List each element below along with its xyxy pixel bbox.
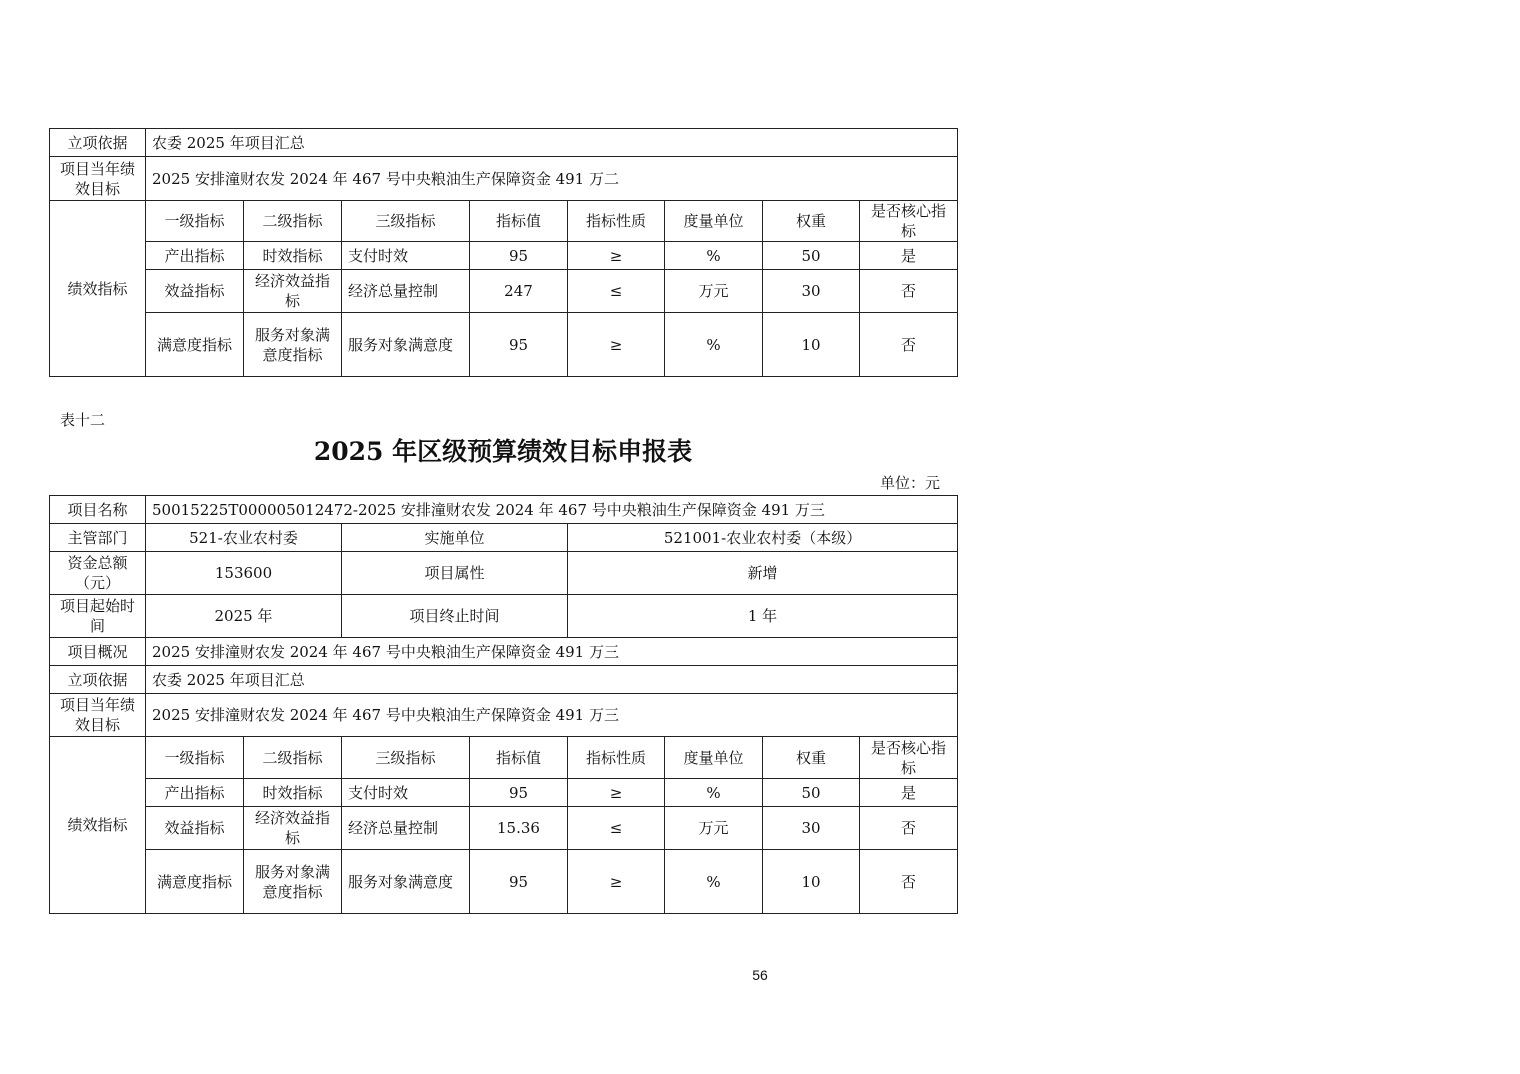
header-cell: 指标值 <box>470 201 568 242</box>
cell: 服务对象满意度指标 <box>244 850 342 914</box>
header-cell: 二级指标 <box>244 737 342 779</box>
header-cell: 二级指标 <box>244 201 342 242</box>
header-cell: 指标值 <box>470 737 568 779</box>
start-label: 项目起始时间 <box>50 595 146 638</box>
cell: 产出指标 <box>146 779 244 807</box>
cell: 时效指标 <box>244 242 342 270</box>
budget-performance-table <box>49 495 958 914</box>
header-cell: 度量单位 <box>665 201 763 242</box>
cell: ≥ <box>568 779 665 807</box>
prev-performance-table <box>49 128 958 377</box>
cell: 服务对象满意度 <box>342 850 470 914</box>
attr-label: 项目属性 <box>342 552 568 595</box>
cell: 95 <box>470 313 568 377</box>
cell: 15.36 <box>470 807 568 850</box>
impl-value: 521001-农业农村委（本级） <box>568 524 958 552</box>
cell: 产出指标 <box>146 242 244 270</box>
perf-label: 绩效指标 <box>50 201 146 377</box>
end-label: 项目终止时间 <box>342 595 568 638</box>
perf-label: 绩效指标 <box>50 737 146 914</box>
goal-label: 项目当年绩效目标 <box>50 694 146 737</box>
cell: 50 <box>763 242 860 270</box>
cell: ≤ <box>568 807 665 850</box>
cell: 满意度指标 <box>146 850 244 914</box>
header-cell: 指标性质 <box>568 737 665 779</box>
cell: 否 <box>860 807 958 850</box>
cell: 95 <box>470 242 568 270</box>
overview-label: 项目概况 <box>50 638 146 666</box>
basis-value: 农委 2025 年项目汇总 <box>146 129 958 157</box>
cell: % <box>665 242 763 270</box>
header-cell: 是否核心指标 <box>860 201 958 242</box>
goal-label: 项目当年绩效目标 <box>50 157 146 201</box>
cell: 50 <box>763 779 860 807</box>
header-cell: 一级指标 <box>146 201 244 242</box>
header-cell: 权重 <box>763 737 860 779</box>
cell: 经济总量控制 <box>342 270 470 313</box>
header-cell: 指标性质 <box>568 201 665 242</box>
project-name-value: 50015225T000005012472-2025 安排潼财农发 2024 年 467 号中央粮油生产保障资金 491 万三 <box>146 496 958 524</box>
cell: 是 <box>860 242 958 270</box>
cell: 万元 <box>665 270 763 313</box>
unit-label: 单位：元 <box>880 474 941 492</box>
cell: 是 <box>860 779 958 807</box>
header-cell: 度量单位 <box>665 737 763 779</box>
cell: ≥ <box>568 313 665 377</box>
goal-value: 2025 安排潼财农发 2024 年 467 号中央粮油生产保障资金 491 万三 <box>146 694 958 737</box>
cell: 经济效益指标 <box>244 807 342 850</box>
goal-value: 2025 安排潼财农发 2024 年 467 号中央粮油生产保障资金 491 万二 <box>146 157 958 201</box>
header-cell: 三级指标 <box>342 737 470 779</box>
table-caption: 表十二 <box>60 411 106 429</box>
cell: 服务对象满意度 <box>342 313 470 377</box>
cell: 247 <box>470 270 568 313</box>
cell: 10 <box>763 313 860 377</box>
end-value: 1 年 <box>568 595 958 638</box>
cell: ≤ <box>568 270 665 313</box>
cell: 10 <box>763 850 860 914</box>
cell: 否 <box>860 313 958 377</box>
cell: 95 <box>470 850 568 914</box>
basis-value: 农委 2025 年项目汇总 <box>146 666 958 694</box>
page-number: 56 <box>752 967 768 983</box>
cell: 效益指标 <box>146 807 244 850</box>
cell: 否 <box>860 850 958 914</box>
dept-label: 主管部门 <box>50 524 146 552</box>
cell: % <box>665 313 763 377</box>
header-cell: 权重 <box>763 201 860 242</box>
cell: ≥ <box>568 850 665 914</box>
cell: 30 <box>763 270 860 313</box>
cell: 30 <box>763 807 860 850</box>
fund-label: 资金总额（元） <box>50 552 146 595</box>
attr-value: 新增 <box>568 552 958 595</box>
cell: 否 <box>860 270 958 313</box>
header-cell: 一级指标 <box>146 737 244 779</box>
cell: 经济总量控制 <box>342 807 470 850</box>
header-cell: 是否核心指标 <box>860 737 958 779</box>
cell: 满意度指标 <box>146 313 244 377</box>
cell: 效益指标 <box>146 270 244 313</box>
basis-label: 立项依据 <box>50 129 146 157</box>
cell: 万元 <box>665 807 763 850</box>
cell: 支付时效 <box>342 779 470 807</box>
cell: 经济效益指标 <box>244 270 342 313</box>
page-title: 2025 年区级预算绩效目标申报表 <box>313 437 693 466</box>
header-cell: 三级指标 <box>342 201 470 242</box>
impl-label: 实施单位 <box>342 524 568 552</box>
cell: 支付时效 <box>342 242 470 270</box>
cell: 95 <box>470 779 568 807</box>
cell: % <box>665 779 763 807</box>
dept-value: 521-农业农村委 <box>146 524 342 552</box>
cell: % <box>665 850 763 914</box>
basis-label: 立项依据 <box>50 666 146 694</box>
cell: ≥ <box>568 242 665 270</box>
cell: 服务对象满意度指标 <box>244 313 342 377</box>
start-value: 2025 年 <box>146 595 342 638</box>
cell: 时效指标 <box>244 779 342 807</box>
overview-value: 2025 安排潼财农发 2024 年 467 号中央粮油生产保障资金 491 万三 <box>146 638 958 666</box>
fund-value: 153600 <box>146 552 342 595</box>
project-name-label: 项目名称 <box>50 496 146 524</box>
